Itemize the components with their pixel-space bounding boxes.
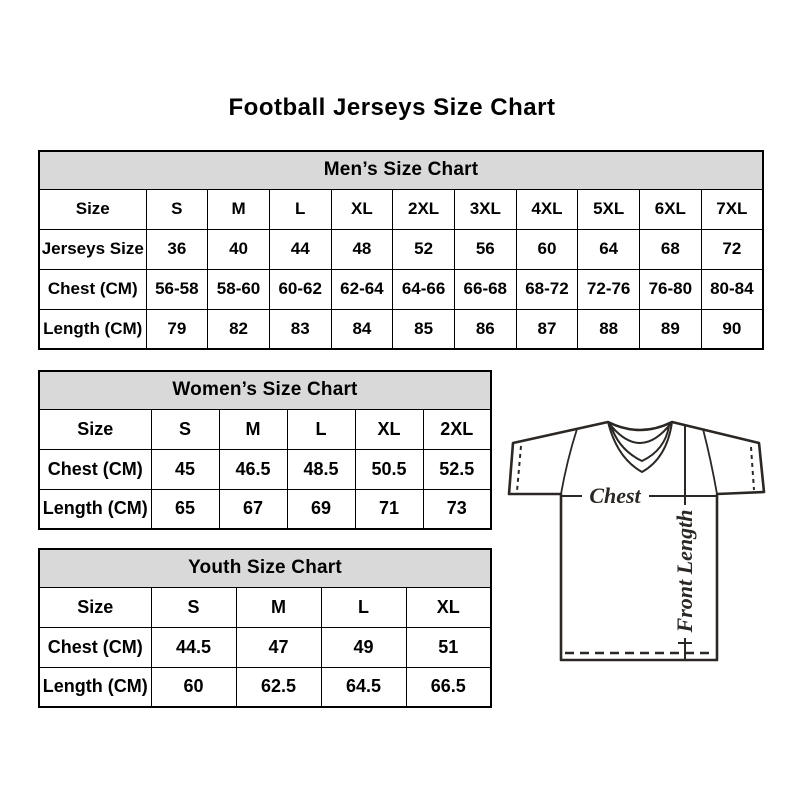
table-row — [39, 309, 763, 349]
value-cell: 85 — [393, 309, 455, 349]
table-row — [39, 229, 763, 269]
value-cell: 7XL — [701, 189, 763, 229]
value-cell: 48 — [331, 229, 393, 269]
value-cell: 64 — [578, 229, 640, 269]
value-cell: 44 — [269, 229, 331, 269]
value-cell: S — [146, 189, 208, 229]
value-cell: XL — [406, 587, 491, 627]
value-cell: 6XL — [640, 189, 702, 229]
table-title: Women’s Size Chart — [39, 371, 491, 409]
row-header-cell: Length (CM) — [39, 489, 151, 529]
value-cell: 60 — [151, 667, 236, 707]
value-cell: L — [287, 409, 355, 449]
value-cell: M — [219, 409, 287, 449]
page-title: Football Jerseys Size Chart — [228, 94, 556, 121]
value-cell: 76-80 — [640, 269, 702, 309]
value-cell: 50.5 — [355, 449, 423, 489]
value-cell: 45 — [151, 449, 219, 489]
table-title-row — [39, 371, 491, 409]
front-length-label: Front Length — [672, 509, 697, 633]
value-cell: 62.5 — [236, 667, 321, 707]
jersey-measurement-diagram — [505, 410, 773, 668]
value-cell: 66.5 — [406, 667, 491, 707]
value-cell: 73 — [423, 489, 491, 529]
value-cell: 66-68 — [454, 269, 516, 309]
value-cell: 44.5 — [151, 627, 236, 667]
value-cell: 68-72 — [516, 269, 578, 309]
value-cell: 56 — [454, 229, 516, 269]
table-title: Men’s Size Chart — [39, 151, 763, 189]
row-header-cell: Chest (CM) — [39, 269, 146, 309]
value-cell: 87 — [516, 309, 578, 349]
value-cell: 46.5 — [219, 449, 287, 489]
value-cell: 79 — [146, 309, 208, 349]
value-cell: 64.5 — [321, 667, 406, 707]
value-cell: 58-60 — [208, 269, 270, 309]
row-header-cell: Length (CM) — [39, 309, 146, 349]
row-header-cell: Size — [39, 189, 146, 229]
value-cell: 89 — [640, 309, 702, 349]
value-cell: XL — [355, 409, 423, 449]
value-cell: 86 — [454, 309, 516, 349]
value-cell: 51 — [406, 627, 491, 667]
row-header-cell: Chest (CM) — [39, 627, 151, 667]
value-cell: 60-62 — [269, 269, 331, 309]
value-cell: 65 — [151, 489, 219, 529]
value-cell: 60 — [516, 229, 578, 269]
table-title-row — [39, 549, 491, 587]
row-header-cell: Jerseys Size — [39, 229, 146, 269]
value-cell: 5XL — [578, 189, 640, 229]
value-cell: 48.5 — [287, 449, 355, 489]
table-row — [39, 587, 491, 627]
value-cell: S — [151, 409, 219, 449]
table-row — [39, 627, 491, 667]
value-cell: L — [321, 587, 406, 627]
value-cell: 71 — [355, 489, 423, 529]
value-cell: 82 — [208, 309, 270, 349]
value-cell: XL — [331, 189, 393, 229]
value-cell: 80-84 — [701, 269, 763, 309]
value-cell: 84 — [331, 309, 393, 349]
row-header-cell: Chest (CM) — [39, 449, 151, 489]
womens-size-table — [38, 370, 492, 530]
value-cell: 49 — [321, 627, 406, 667]
table-row — [39, 449, 491, 489]
sleeve-cuff-dashed-line-right — [751, 447, 754, 490]
value-cell: 56-58 — [146, 269, 208, 309]
value-cell: 72-76 — [578, 269, 640, 309]
armhole-seam-right — [703, 429, 717, 494]
value-cell: 90 — [701, 309, 763, 349]
value-cell: 62-64 — [331, 269, 393, 309]
value-cell: 2XL — [393, 189, 455, 229]
value-cell: 72 — [701, 229, 763, 269]
mens-size-table — [38, 150, 764, 350]
table-title-row — [39, 151, 763, 189]
value-cell: M — [236, 587, 321, 627]
row-header-cell: Size — [39, 587, 151, 627]
value-cell: M — [208, 189, 270, 229]
value-cell: S — [151, 587, 236, 627]
value-cell: L — [269, 189, 331, 229]
value-cell: 47 — [236, 627, 321, 667]
value-cell: 64-66 — [393, 269, 455, 309]
value-cell: 68 — [640, 229, 702, 269]
armhole-seam-left — [561, 429, 577, 494]
value-cell: 40 — [208, 229, 270, 269]
value-cell: 3XL — [454, 189, 516, 229]
table-row — [39, 269, 763, 309]
value-cell: 4XL — [516, 189, 578, 229]
row-header-cell: Size — [39, 409, 151, 449]
value-cell: 52.5 — [423, 449, 491, 489]
row-header-cell: Length (CM) — [39, 667, 151, 707]
table-row — [39, 409, 491, 449]
value-cell: 36 — [146, 229, 208, 269]
value-cell: 52 — [393, 229, 455, 269]
value-cell: 69 — [287, 489, 355, 529]
table-row — [39, 667, 491, 707]
chest-label: Chest — [589, 483, 641, 508]
value-cell: 2XL — [423, 409, 491, 449]
table-row — [39, 189, 763, 229]
table-title: Youth Size Chart — [39, 549, 491, 587]
value-cell: 88 — [578, 309, 640, 349]
sleeve-cuff-dashed-line-left — [517, 446, 521, 491]
youth-size-table — [38, 548, 492, 708]
value-cell: 83 — [269, 309, 331, 349]
value-cell: 67 — [219, 489, 287, 529]
table-row — [39, 489, 491, 529]
